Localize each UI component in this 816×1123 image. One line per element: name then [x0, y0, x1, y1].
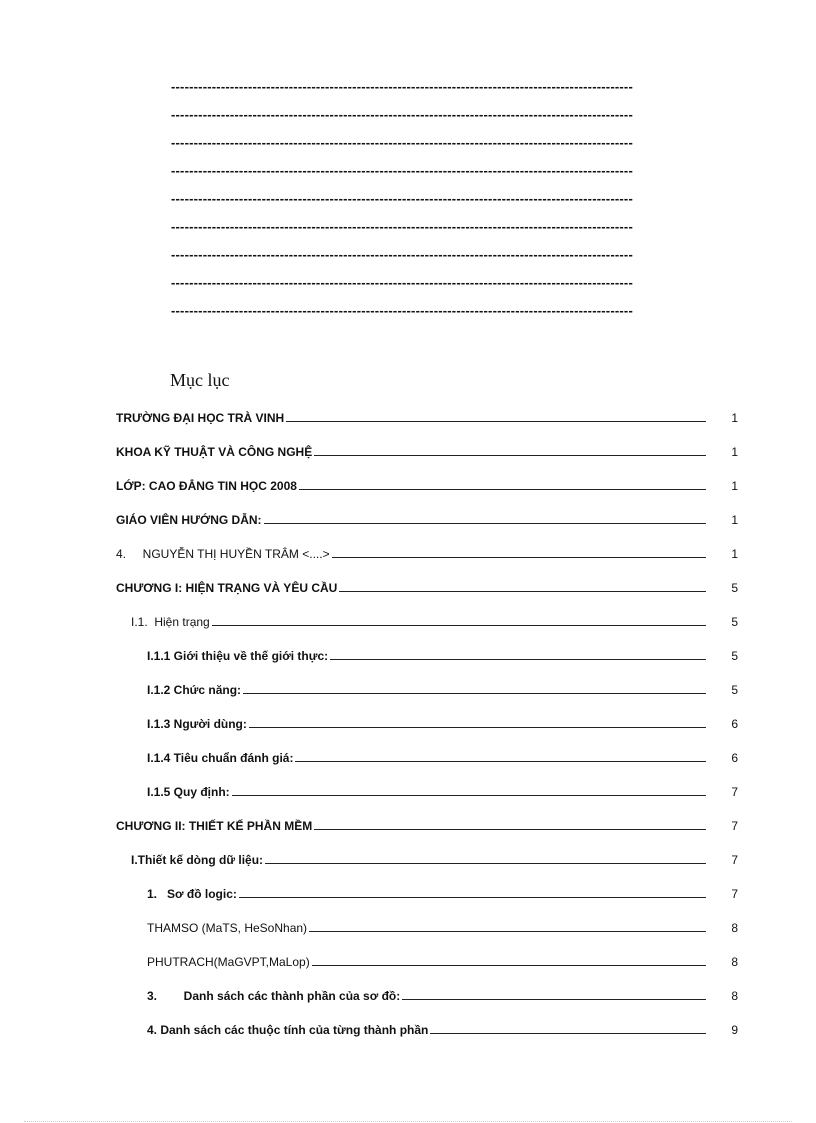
toc-entry[interactable]	[147, 677, 738, 697]
toc-entry-label: I.1.3 Người dùng:	[147, 717, 247, 731]
toc-leader-line	[286, 421, 706, 422]
toc-entry-label: KHOA KỸ THUẬT VÀ CÔNG NGHỆ	[116, 445, 313, 459]
toc-entry[interactable]	[116, 473, 738, 493]
toc-leader-line	[299, 489, 706, 490]
toc-entry-label: CHƯƠNG I: HIỆN TRẠNG VÀ YÊU CẦU	[116, 581, 338, 595]
toc-entry[interactable]	[147, 983, 738, 1003]
toc-entry[interactable]	[116, 541, 738, 561]
dashed-line: ------------------------------------------------------------------------------------------------------	[171, 136, 633, 150]
toc-entry-label: 4. NGUYỄN THỊ HUYỀN TRÂM <....>	[116, 547, 330, 561]
toc-leader-line	[243, 693, 706, 694]
dashed-lines-block	[171, 80, 665, 332]
toc-entry-label: I.1.1 Giới thiệu về thế giới thực:	[147, 649, 329, 663]
toc-leader-line	[212, 625, 706, 626]
toc-leader-line	[312, 965, 706, 966]
toc-entry-label: TRƯỜNG ĐẠI HỌC TRÀ VINH	[116, 411, 285, 425]
toc-entry-page: 5	[731, 581, 738, 595]
toc-entry[interactable]	[147, 915, 738, 935]
toc-leader-line	[314, 455, 706, 456]
toc-entry-page: 8	[731, 921, 738, 935]
dashed-line: ------------------------------------------------------------------------------------------------------	[171, 276, 633, 290]
toc-entry[interactable]	[131, 609, 738, 629]
toc-entry-label: I.1. Hiện trạng	[131, 615, 210, 629]
toc-entry-label: THAMSO (MaTS, HeSoNhan)	[147, 921, 308, 935]
toc-entry-page: 7	[731, 785, 738, 799]
toc-entry[interactable]	[147, 949, 738, 969]
toc-entry-label: GIÁO VIÊN HƯỚNG DẪN:	[116, 513, 262, 527]
toc-entry-page: 1	[731, 445, 738, 459]
dashed-line: ------------------------------------------------------------------------------------------------------	[171, 164, 633, 178]
toc-entry-label: LỚP: CAO ĐẲNG TIN HỌC 2008	[116, 479, 297, 493]
dashed-line: ------------------------------------------------------------------------------------------------------	[171, 80, 633, 94]
dashed-line: ------------------------------------------------------------------------------------------------------	[171, 192, 633, 206]
toc-entry-label: PHUTRACH(MaGVPT,MaLop)	[147, 955, 310, 969]
toc-entry[interactable]	[147, 881, 738, 901]
dashed-line: ------------------------------------------------------------------------------------------------------	[171, 248, 633, 262]
toc-leader-line	[314, 829, 706, 830]
toc-leader-line	[232, 795, 706, 796]
toc-entry[interactable]	[147, 711, 738, 731]
toc-entry[interactable]	[131, 847, 738, 867]
dashed-line: ------------------------------------------------------------------------------------------------------	[171, 220, 633, 234]
toc-leader-line	[264, 523, 706, 524]
toc-entry-page: 7	[731, 887, 738, 901]
toc-entry[interactable]	[147, 779, 738, 799]
toc-entry[interactable]	[116, 575, 738, 595]
toc-leader-line	[430, 1033, 706, 1034]
toc-entry[interactable]	[147, 745, 738, 765]
toc-entry[interactable]	[116, 439, 738, 459]
toc-entry-page: 7	[731, 819, 738, 833]
toc-entry-page: 6	[731, 717, 738, 731]
toc-entry-page: 1	[731, 479, 738, 493]
toc-entry[interactable]	[116, 813, 738, 833]
toc-entry-page: 8	[731, 955, 738, 969]
toc-entry-label: 4. Danh sách các thuộc tính của từng thành phần	[147, 1023, 429, 1037]
toc-leader-line	[249, 727, 706, 728]
toc-leader-line	[402, 999, 706, 1000]
toc-entry[interactable]	[147, 1017, 738, 1037]
toc-title: Mục lục	[170, 370, 230, 390]
toc-entry-page: 1	[731, 547, 738, 561]
toc-entry[interactable]	[116, 405, 738, 425]
toc-leader-line	[239, 897, 706, 898]
toc-leader-line	[330, 659, 706, 660]
toc-leader-line	[295, 761, 706, 762]
toc-leader-line	[332, 557, 706, 558]
toc-entry-label: I.1.4 Tiêu chuẩn đánh giá:	[147, 751, 294, 765]
toc-entry-page: 9	[731, 1023, 738, 1037]
toc-leader-line	[265, 863, 706, 864]
toc-entry-label: I.1.2 Chức năng:	[147, 683, 242, 697]
toc-leader-line	[339, 591, 706, 592]
dashed-line: ------------------------------------------------------------------------------------------------------	[171, 108, 633, 122]
dashed-line: ------------------------------------------------------------------------------------------------------	[171, 304, 633, 318]
toc-entry-label: I.1.5 Quy định:	[147, 785, 230, 799]
toc-entry-page: 8	[731, 989, 738, 1003]
toc-entry-label: I.Thiết kế dòng dữ liệu:	[131, 853, 264, 867]
toc-entry-page: 5	[731, 615, 738, 629]
toc-entry-label: CHƯƠNG II: THIẾT KẾ PHẦN MỀM	[116, 819, 313, 833]
toc-entry[interactable]	[147, 643, 738, 663]
toc-entry-page: 5	[731, 649, 738, 663]
toc-entry-page: 1	[731, 411, 738, 425]
toc-leader-line	[309, 931, 706, 932]
toc-entry-page: 6	[731, 751, 738, 765]
toc-entry-label: 1. Sơ đồ logic:	[147, 887, 237, 901]
toc-entry-page: 7	[731, 853, 738, 867]
page-footer-rule	[24, 1121, 792, 1122]
toc-entry-label: 3. Danh sách các thành phần của sơ đồ:	[147, 989, 401, 1003]
toc-entry-page: 5	[731, 683, 738, 697]
toc-entry-page: 1	[731, 513, 738, 527]
toc-entry[interactable]	[116, 507, 738, 527]
